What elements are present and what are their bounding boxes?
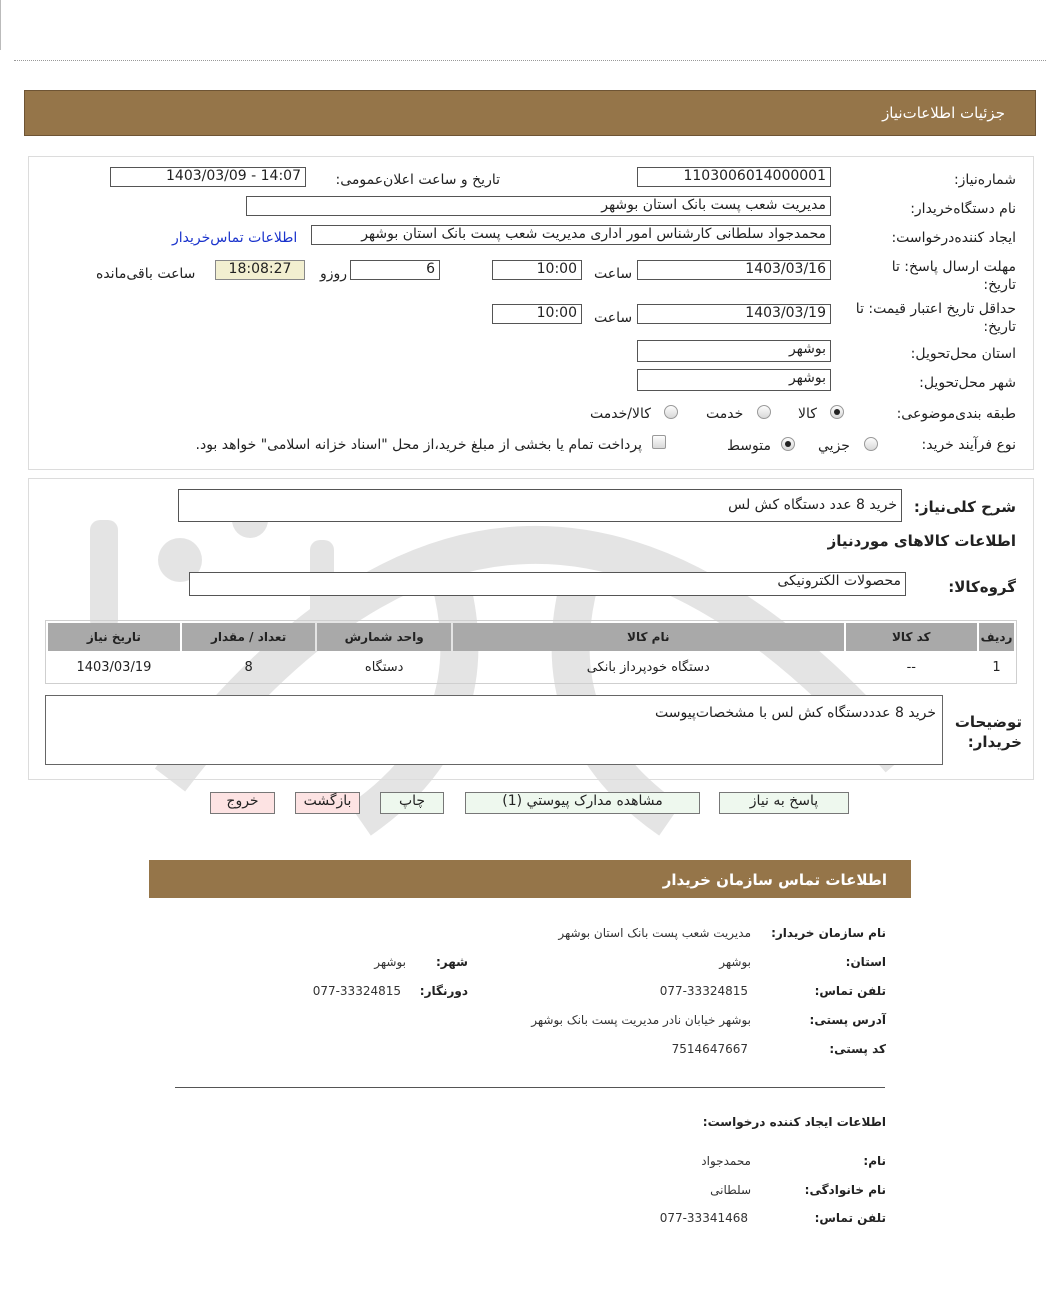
remaining-label: ساعت باقی‌مانده xyxy=(96,266,196,282)
table-row xyxy=(48,653,1014,681)
province-label: استان محل‌تحویل: xyxy=(910,346,1016,362)
top-dotted-divider xyxy=(14,60,1046,61)
contact-org-value: مدیریت شعب پست بانک استان بوشهر xyxy=(558,926,751,940)
city-label: شهر محل‌تحویل: xyxy=(919,375,1016,391)
buyer-contact-link[interactable]: اطلاعات تماس‌خریدار xyxy=(172,230,298,246)
goods-table xyxy=(46,621,1016,683)
left-border-line xyxy=(0,0,1,50)
reply-button[interactable]: پاسخ به نیاز xyxy=(719,792,849,814)
category-label: طبقه بندی‌موضوعی: xyxy=(896,406,1016,422)
need-number-field: 1103006014000001 xyxy=(637,167,831,187)
process-label: نوع فرآیند خرید: xyxy=(921,437,1016,453)
category-both-radio[interactable] xyxy=(664,405,678,419)
deadline-date-field: 1403/03/16 xyxy=(637,260,831,280)
contact-postal-label: کد پستی: xyxy=(829,1042,886,1056)
contact-section-title: اطلاعات تماس سازمان خریدار xyxy=(662,871,887,889)
creator-name-label: نام: xyxy=(863,1154,886,1168)
creator-name-value: محمدجواد xyxy=(701,1154,751,1168)
contact-province-label: استان: xyxy=(845,955,886,969)
cell-code: -- xyxy=(906,659,916,675)
validity-time-label: ساعت xyxy=(594,310,633,326)
cell-unit: دستگاه xyxy=(364,659,404,675)
print-button[interactable]: چاپ xyxy=(380,792,444,814)
cell-name: دستگاه خودپرداز بانکی xyxy=(586,659,710,675)
page-title-bar xyxy=(24,90,1036,136)
treasury-payment-checkbox[interactable] xyxy=(652,435,666,449)
treasury-payment-note: پرداخت تمام یا بخشی از مبلغ خرید،از محل "اسناد خزانه اسلامی" خواهد بود. xyxy=(195,437,642,453)
contact-city-label: شهر: xyxy=(436,955,468,969)
process-medium-radio[interactable] xyxy=(781,437,795,451)
creator-field: محمدجواد سلطانی کارشناس امور اداری مدیریت شعب پست بانک استان بوشهر xyxy=(311,225,831,245)
cell-date: 1403/03/19 xyxy=(76,659,152,675)
announce-label: تاریخ و ساعت اعلان‌عمومی: xyxy=(335,172,500,188)
announce-field: 1403/03/09 - 14:07 xyxy=(110,167,306,187)
validity-time-field: 10:00 xyxy=(492,304,582,324)
contact-section-title-bar xyxy=(149,860,911,898)
need-description-label: شرح کلی‌نیاز: xyxy=(913,498,1016,516)
contact-phone-value: 077-33324815 xyxy=(659,984,748,998)
validity-label: حداقل تاریخ اعتبار قیمت: تا تاریخ: xyxy=(855,301,1016,335)
buyer-label: نام دستگاه‌خریدار: xyxy=(910,201,1016,217)
category-both-label: کالا/خدمت xyxy=(590,406,651,422)
page-title: جزئیات اطلاعات‌نیاز xyxy=(882,104,1005,122)
col-row-header: ردیف xyxy=(979,623,1014,651)
contact-fax-label: دورنگار: xyxy=(419,984,468,998)
validity-date-field: 1403/03/19 xyxy=(637,304,831,324)
creator-family-value: سلطانی xyxy=(710,1183,751,1197)
province-field: بوشهر xyxy=(637,340,831,362)
buyer-notes-label: توضیحات خریدار: xyxy=(954,713,1022,751)
goods-info-title: اطلاعات کالاهای موردنیاز xyxy=(827,532,1016,550)
creator-phone-value: 077-33341468 xyxy=(659,1211,748,1225)
contact-address-label: آدرس پستی: xyxy=(809,1013,886,1027)
deadline-time-field: 10:00 xyxy=(492,260,582,280)
goods-group-field: محصولات الکترونیکی xyxy=(189,572,906,596)
days-label: روزو xyxy=(320,266,348,282)
cell-qty: 8 xyxy=(244,659,253,675)
category-goods-radio[interactable] xyxy=(830,405,844,419)
back-button[interactable]: بازگشت xyxy=(295,792,360,814)
days-field: 6 xyxy=(350,260,440,280)
contact-divider xyxy=(175,1087,885,1088)
view-documents-button[interactable]: مشاهده مدارک پیوستي (1) xyxy=(465,792,700,814)
category-service-label: خدمت xyxy=(706,406,744,422)
contact-phone-label: تلفن تماس: xyxy=(814,984,886,998)
buyer-notes-field: خرید 8 عدددستگاه کش لس با مشخصات‌پیوست xyxy=(45,695,943,765)
col-date-header: تاریخ نیاز xyxy=(48,623,180,651)
category-goods-label: کالا xyxy=(798,406,817,422)
creator-phone-label: تلفن تماس: xyxy=(814,1211,886,1225)
remaining-time-field: 18:08:27 xyxy=(215,260,305,280)
category-service-radio[interactable] xyxy=(757,405,771,419)
goods-table-header xyxy=(48,623,1014,651)
contact-postal-value: 7514647667 xyxy=(671,1042,748,1056)
contact-org-label: نام سازمان خریدار: xyxy=(771,926,886,940)
creator-info-title: اطلاعات ایجاد کننده درخواست: xyxy=(702,1115,886,1129)
contact-province-value: بوشهر xyxy=(719,955,751,969)
city-field: بوشهر xyxy=(637,369,831,391)
process-medium-label: متوسط xyxy=(727,438,771,454)
goods-group-label: گروه‌کالا: xyxy=(948,578,1016,596)
process-minor-label: جزیي xyxy=(818,438,850,454)
col-qty-header: تعداد / مقدار xyxy=(182,623,316,651)
contact-address-value: بوشهر خیابان نادر مدیریت پست بانک بوشهر xyxy=(531,1013,751,1027)
deadline-label: مهلت ارسال پاسخ: تا تاریخ: xyxy=(891,259,1016,293)
col-unit-header: واحد شمارش xyxy=(317,623,451,651)
need-number-label: شماره‌نیاز: xyxy=(953,172,1016,188)
process-minor-radio[interactable] xyxy=(864,437,878,451)
col-code-header: کد کالا xyxy=(846,623,978,651)
contact-city-value: بوشهر xyxy=(374,955,406,969)
contact-fax-value: 077-33324815 xyxy=(312,984,401,998)
creator-family-label: نام خانوادگی: xyxy=(804,1183,886,1197)
cell-row: 1 xyxy=(992,659,1001,675)
buyer-field: مدیریت شعب پست بانک استان بوشهر xyxy=(246,196,831,216)
deadline-time-label: ساعت xyxy=(594,266,633,282)
goods-table-wrapper xyxy=(45,620,1017,684)
col-name-header: نام کالا xyxy=(453,623,844,651)
need-description-field: خرید 8 عدد دستگاه کش لس xyxy=(178,489,902,522)
creator-label: ایجاد کننده‌درخواست: xyxy=(891,230,1016,246)
exit-button[interactable]: خروج xyxy=(210,792,275,814)
